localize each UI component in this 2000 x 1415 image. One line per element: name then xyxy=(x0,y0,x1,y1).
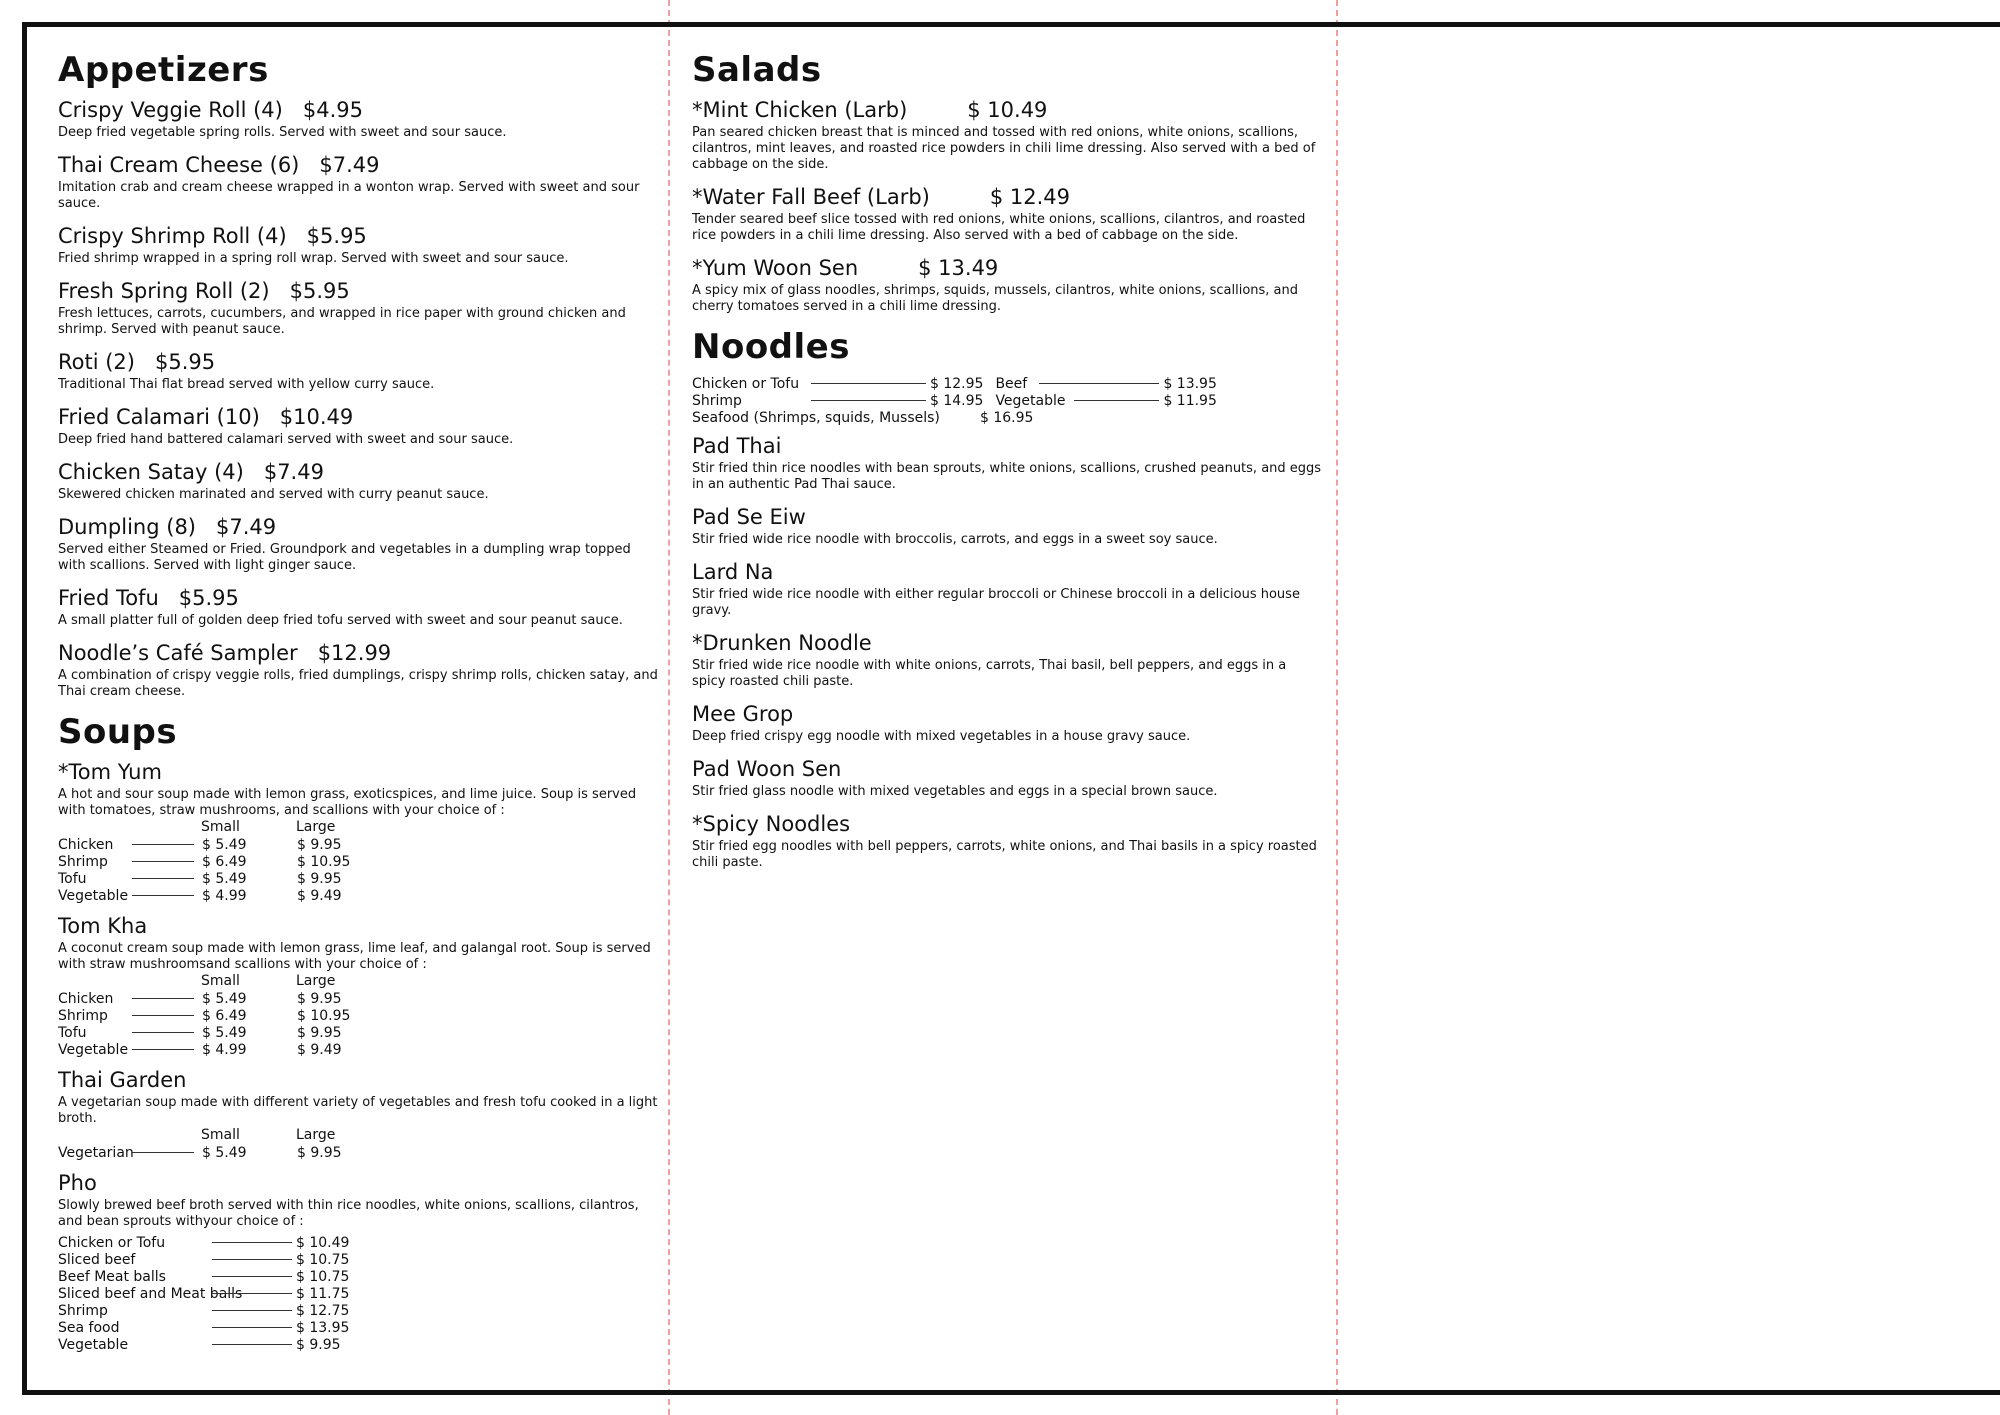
price-row xyxy=(58,870,658,887)
menu-item-name: *Spicy Noodles xyxy=(692,812,851,836)
price-large: $ 9.49 xyxy=(297,1041,342,1058)
menu-item-header xyxy=(58,460,658,484)
price-small: $ 5.49 xyxy=(202,836,247,853)
price-small: $ 5.49 xyxy=(202,870,247,887)
menu-item-header xyxy=(58,641,658,665)
menu-item xyxy=(58,641,658,700)
price-large: $ 9.95 xyxy=(297,1024,342,1041)
price-label: Sliced beef and Meat balls xyxy=(58,1285,243,1302)
soup-name: *Tom Yum xyxy=(58,760,162,784)
price-row xyxy=(692,409,1322,426)
menu-item xyxy=(692,256,1322,315)
menu-item-price: $5.95 xyxy=(178,586,239,610)
menu-item-price: $5.95 xyxy=(306,224,367,248)
leader-line xyxy=(212,1276,292,1277)
price-label: Shrimp xyxy=(58,1007,108,1024)
menu-item xyxy=(692,505,1322,548)
leader-line xyxy=(1039,383,1159,384)
price-small: $ 4.99 xyxy=(202,887,247,904)
price-value: $ 13.95 xyxy=(1163,375,1217,392)
leader-line xyxy=(132,1015,194,1016)
price-label: Sea food xyxy=(58,1319,120,1336)
menu-item-name: Pad Thai xyxy=(692,434,782,458)
price-row xyxy=(58,836,658,853)
soup-description: A hot and sour soup made with lemon grass, exoticspices, and lime juice. Soup is served with tomatoes, straw mushrooms, and scallions with your choice of : xyxy=(58,787,637,818)
menu-item-description: A spicy mix of glass noodles, shrimps, squids, mussels, cilantros, white onions, scallions, and cherry tomatoes served in a chili lime dressing. xyxy=(692,283,1299,314)
menu-item-price: $ 13.49 xyxy=(918,256,999,280)
price-label: Sliced beef xyxy=(58,1251,136,1268)
price-large: $ 10.95 xyxy=(297,1007,351,1024)
menu-item xyxy=(692,702,1322,745)
price-label: Chicken xyxy=(58,836,114,853)
menu-item-name: *Mint Chicken (Larb) xyxy=(692,98,908,122)
menu-item-header xyxy=(58,224,658,248)
price-row-pair xyxy=(692,375,1322,392)
price-label: Shrimp xyxy=(58,853,108,870)
leader-line xyxy=(132,1152,194,1153)
price-row xyxy=(58,1336,658,1353)
leader-line xyxy=(212,1327,292,1328)
menu-item-header xyxy=(58,279,658,303)
price-small: $ 6.49 xyxy=(202,853,247,870)
menu-item-name: *Drunken Noodle xyxy=(692,631,872,655)
price-label: Vegetable xyxy=(58,1336,129,1353)
menu-item-header xyxy=(58,405,658,429)
leader-line xyxy=(132,861,194,862)
menu-item-name: Fried Calamari (10) xyxy=(58,405,260,429)
price-value: $ 9.95 xyxy=(296,1336,341,1353)
soup-pho xyxy=(58,1171,658,1353)
price-large: $ 9.95 xyxy=(297,1144,342,1161)
menu-item xyxy=(692,98,1322,173)
soup-name: Tom Kha xyxy=(58,914,148,938)
price-value: $ 11.75 xyxy=(296,1285,350,1302)
soup-price-list xyxy=(58,1234,658,1353)
noodles-title: Noodles xyxy=(692,327,850,367)
price-row xyxy=(58,887,658,904)
price-value: $ 14.95 xyxy=(930,392,984,409)
menu-item-header xyxy=(692,185,1322,209)
menu-item xyxy=(58,460,658,503)
column-middle xyxy=(692,50,1322,883)
price-label: Vegetarian xyxy=(58,1144,134,1161)
price-small: $ 6.49 xyxy=(202,1007,247,1024)
menu-item-header xyxy=(692,631,1322,655)
menu-item-name: Fried Tofu xyxy=(58,586,159,610)
price-label: Vegetable xyxy=(58,887,129,904)
menu-item-name: Noodle’s Café Sampler xyxy=(58,641,298,665)
column-left xyxy=(58,50,658,1361)
salads-list xyxy=(692,98,1322,315)
menu-item-price: $5.95 xyxy=(155,350,216,374)
soup-name: Thai Garden xyxy=(58,1068,187,1092)
menu-item-name: Pad Woon Sen xyxy=(692,757,842,781)
size-header xyxy=(58,819,658,836)
leader-line xyxy=(212,1310,292,1311)
soup-description: A vegetarian soup made with different variety of vegetables and fresh tofu cooked in a light broth. xyxy=(58,1095,658,1126)
price-label: Chicken or Tofu xyxy=(58,1234,166,1251)
price-label: Tofu xyxy=(58,1024,87,1041)
menu-item xyxy=(692,185,1322,244)
menu-item xyxy=(58,153,658,212)
size-large-label: Large xyxy=(296,1127,336,1143)
price-label: Tofu xyxy=(58,870,87,887)
menu-item-description: Stir fried wide rice noodle with white onions, carrots, Thai basil, bell peppers, and eggs in a spicy roasted chili paste. xyxy=(692,658,1287,689)
price-label: Beef Meat balls xyxy=(58,1268,166,1285)
menu-item xyxy=(58,98,658,141)
price-row xyxy=(995,375,1216,392)
price-row xyxy=(58,1024,658,1041)
menu-item-price: $4.95 xyxy=(302,98,363,122)
menu-item-name: Roti (2) xyxy=(58,350,135,374)
soup-description: A coconut cream soup made with lemon grass, lime leaf, and galangal root. Soup is served with straw mushroomsand scallions with your choice of : xyxy=(58,941,651,972)
menu-item-description: Stir fried egg noodles with bell peppers, carrots, white onions, and Thai basils in a spicy roasted chili paste. xyxy=(692,839,1317,870)
price-row-pair xyxy=(692,392,1322,409)
leader-line xyxy=(132,895,194,896)
price-row xyxy=(58,1234,658,1251)
menu-item-header xyxy=(58,586,658,610)
menu-item-description: Pan seared chicken breast that is minced and tossed with red onions, white onions, scallions, cilantros, mint leaves, and roasted rice powders in chili lime dressing. Also served with a bed of cabbage on the side. xyxy=(692,125,1316,172)
noodles-price-list xyxy=(692,375,1322,426)
price-row xyxy=(58,1268,658,1285)
menu-item xyxy=(692,757,1322,800)
price-row xyxy=(58,1007,658,1024)
size-small-label: Small xyxy=(201,973,240,989)
menu-item-name: Chicken Satay (4) xyxy=(58,460,244,484)
menu-item-header xyxy=(692,434,1322,458)
menu-item-header xyxy=(58,153,658,177)
menu-item-price: $ 10.49 xyxy=(967,98,1048,122)
size-header xyxy=(58,973,658,990)
price-row xyxy=(692,392,983,409)
appetizers-list xyxy=(58,98,658,700)
price-row xyxy=(58,990,658,1007)
menu-item xyxy=(692,812,1322,871)
menu-item-description: Tender seared beef slice tossed with red onions, white onions, scallions, cilantros, and roasted rice powders in a chili lime dressing. Also served with a bed of cabbage on the side. xyxy=(692,212,1306,243)
price-value: $ 12.75 xyxy=(296,1302,350,1319)
price-value: $ 10.75 xyxy=(296,1251,350,1268)
menu-item-price: $5.95 xyxy=(289,279,350,303)
soup-name: Pho xyxy=(58,1171,97,1195)
leader-line xyxy=(132,1032,194,1033)
leader-line xyxy=(212,1242,292,1243)
price-value: $ 11.95 xyxy=(1163,392,1217,409)
menu-item-description: Stir fried glass noodle with mixed vegetables and eggs in a special brown sauce. xyxy=(692,784,1218,799)
size-large-label: Large xyxy=(296,819,336,835)
menu-item-header xyxy=(692,98,1322,122)
price-value: $ 13.95 xyxy=(296,1319,350,1336)
menu-item xyxy=(58,586,658,629)
soup-tom-kha xyxy=(58,914,658,1058)
leader-line xyxy=(132,1049,194,1050)
menu-item-description: Stir fried wide rice noodle with either regular broccoli or Chinese broccoli in a delicious house gravy. xyxy=(692,587,1300,618)
menu-item-description: Stir fried thin rice noodles with bean sprouts, white onions, scallions, crushed peanuts, and eggs in an authentic Pad Thai sauce. xyxy=(692,461,1322,492)
price-label: Shrimp xyxy=(58,1302,108,1319)
price-large: $ 9.95 xyxy=(297,836,342,853)
menu-item-header xyxy=(692,757,1322,781)
menu-item-name: Mee Grop xyxy=(692,702,794,726)
menu-item xyxy=(692,434,1322,493)
price-large: $ 9.95 xyxy=(297,990,342,1007)
leader-line xyxy=(212,1293,292,1294)
menu-item-header xyxy=(692,505,1322,529)
menu-item-header xyxy=(692,256,1322,280)
menu-item-price: $10.49 xyxy=(279,405,354,429)
menu-item-name: *Water Fall Beef (Larb) xyxy=(692,185,930,209)
price-value: $ 16.95 xyxy=(980,409,1034,426)
menu-item-description: Traditional Thai flat bread served with yellow curry sauce. xyxy=(58,377,435,392)
menu-item-name: Crispy Veggie Roll (4) xyxy=(58,98,283,122)
noodles-list xyxy=(692,434,1322,871)
leader-line xyxy=(132,998,194,999)
menu-item-description: Served either Steamed or Fried. Groundpork and vegetables in a dumpling wrap topped with scallions. Served with light ginger sauce. xyxy=(58,542,631,573)
price-row xyxy=(995,392,1216,409)
price-row xyxy=(58,1251,658,1268)
price-large: $ 9.95 xyxy=(297,870,342,887)
price-label: Beef xyxy=(995,375,1028,392)
soup-price-list xyxy=(58,1144,658,1161)
menu-item-header xyxy=(58,98,658,122)
menu-item-description: Deep fried crispy egg noodle with mixed vegetables in a house gravy sauce. xyxy=(692,729,1191,744)
menu-item xyxy=(58,515,658,574)
menu-item-price: $12.99 xyxy=(317,641,392,665)
menu-item-name: Thai Cream Cheese (6) xyxy=(58,153,300,177)
price-row xyxy=(58,1302,658,1319)
price-row xyxy=(58,1041,658,1058)
menu-item-header xyxy=(58,350,658,374)
menu-item-description: Skewered chicken marinated and served with curry peanut sauce. xyxy=(58,487,489,502)
soup-description: Slowly brewed beef broth served with thin rice noodles, white onions, scallions, cilantros, and bean sprouts withyour choice of : xyxy=(58,1198,639,1229)
soup-tom-yum xyxy=(58,760,658,904)
leader-line xyxy=(212,1259,292,1260)
menu-item-price: $7.49 xyxy=(216,515,277,539)
price-row xyxy=(692,375,983,392)
leader-line xyxy=(212,1344,292,1345)
menu-item-price: $ 12.49 xyxy=(989,185,1071,209)
leader-line xyxy=(811,400,926,401)
salads-title: Salads xyxy=(692,50,822,90)
menu-item xyxy=(58,350,658,393)
size-spacer xyxy=(58,819,201,836)
soups-title: Soups xyxy=(58,712,178,752)
menu-item-price: $7.49 xyxy=(263,460,324,484)
size-spacer xyxy=(58,1127,201,1144)
leader-line xyxy=(132,844,194,845)
price-row xyxy=(58,1319,658,1336)
leader-line xyxy=(132,878,194,879)
menu-item-description: Deep fried vegetable spring rolls. Served with sweet and sour sauce. xyxy=(58,125,507,140)
size-large-label: Large xyxy=(296,973,336,989)
menu-item-header xyxy=(692,702,1322,726)
size-spacer xyxy=(58,973,201,990)
price-row xyxy=(58,853,658,870)
price-small: $ 4.99 xyxy=(202,1041,247,1058)
price-large: $ 9.49 xyxy=(297,887,342,904)
menu-item xyxy=(58,279,658,338)
menu-item xyxy=(58,405,658,448)
price-label: Vegetable xyxy=(995,392,1066,409)
menu-item-name: Fresh Spring Roll (2) xyxy=(58,279,270,303)
price-large: $ 10.95 xyxy=(297,853,351,870)
price-label: Chicken xyxy=(58,990,114,1007)
menu-item-name: Crispy Shrimp Roll (4) xyxy=(58,224,287,248)
menu-item-description: A combination of crispy veggie rolls, fried dumplings, crispy shrimp rolls, chicken satay, and Thai cream cheese. xyxy=(58,668,658,699)
leader-line xyxy=(811,383,926,384)
soup-price-list xyxy=(58,836,658,904)
price-value: $ 12.95 xyxy=(930,375,984,392)
price-label: Shrimp xyxy=(692,392,742,409)
price-value: $ 10.75 xyxy=(296,1268,350,1285)
menu-item-price: $7.49 xyxy=(319,153,380,177)
size-small-label: Small xyxy=(201,1127,240,1143)
price-small: $ 5.49 xyxy=(202,1024,247,1041)
menu-item-name: Dumpling (8) xyxy=(58,515,196,539)
size-header xyxy=(58,1127,658,1144)
soup-thai-garden xyxy=(58,1068,658,1161)
price-label: Vegetable xyxy=(58,1041,129,1058)
menu-item xyxy=(58,224,658,267)
price-label: Seafood (Shrimps, squids, Mussels) xyxy=(692,409,940,426)
menu-item-name: Lard Na xyxy=(692,560,774,584)
menu-item-description: A small platter full of golden deep fried tofu served with sweet and sour peanut sauce. xyxy=(58,613,623,628)
menu-item-description: Deep fried hand battered calamari served with sweet and sour sauce. xyxy=(58,432,514,447)
soup-price-list xyxy=(58,990,658,1058)
price-small: $ 5.49 xyxy=(202,1144,247,1161)
menu-item-name: Pad Se Eiw xyxy=(692,505,806,529)
price-row xyxy=(58,1144,658,1161)
menu-item-header xyxy=(692,812,1322,836)
menu-item-header xyxy=(58,515,658,539)
leader-line xyxy=(1074,400,1159,401)
price-small: $ 5.49 xyxy=(202,990,247,1007)
menu-item xyxy=(692,560,1322,619)
price-row xyxy=(58,1285,658,1302)
price-label: Chicken or Tofu xyxy=(692,375,800,392)
price-value: $ 10.49 xyxy=(296,1234,350,1251)
menu-item-name: *Yum Woon Sen xyxy=(692,256,859,280)
menu-item-description: Fresh lettuces, carrots, cucumbers, and wrapped in rice paper with ground chicken and shrimp. Served with peanut sauce. xyxy=(58,306,626,337)
menu-item-header xyxy=(692,560,1322,584)
menu-item-description: Fried shrimp wrapped in a spring roll wrap. Served with sweet and sour sauce. xyxy=(58,251,569,266)
menu-item-description: Stir fried wide rice noodle with broccolis, carrots, and eggs in a sweet soy sauce. xyxy=(692,532,1218,547)
size-small-label: Small xyxy=(201,819,240,835)
menu-item-description: Imitation crab and cream cheese wrapped in a wonton wrap. Served with sweet and sour sauce. xyxy=(58,180,640,211)
menu-item xyxy=(692,631,1322,690)
appetizers-title: Appetizers xyxy=(58,50,269,90)
